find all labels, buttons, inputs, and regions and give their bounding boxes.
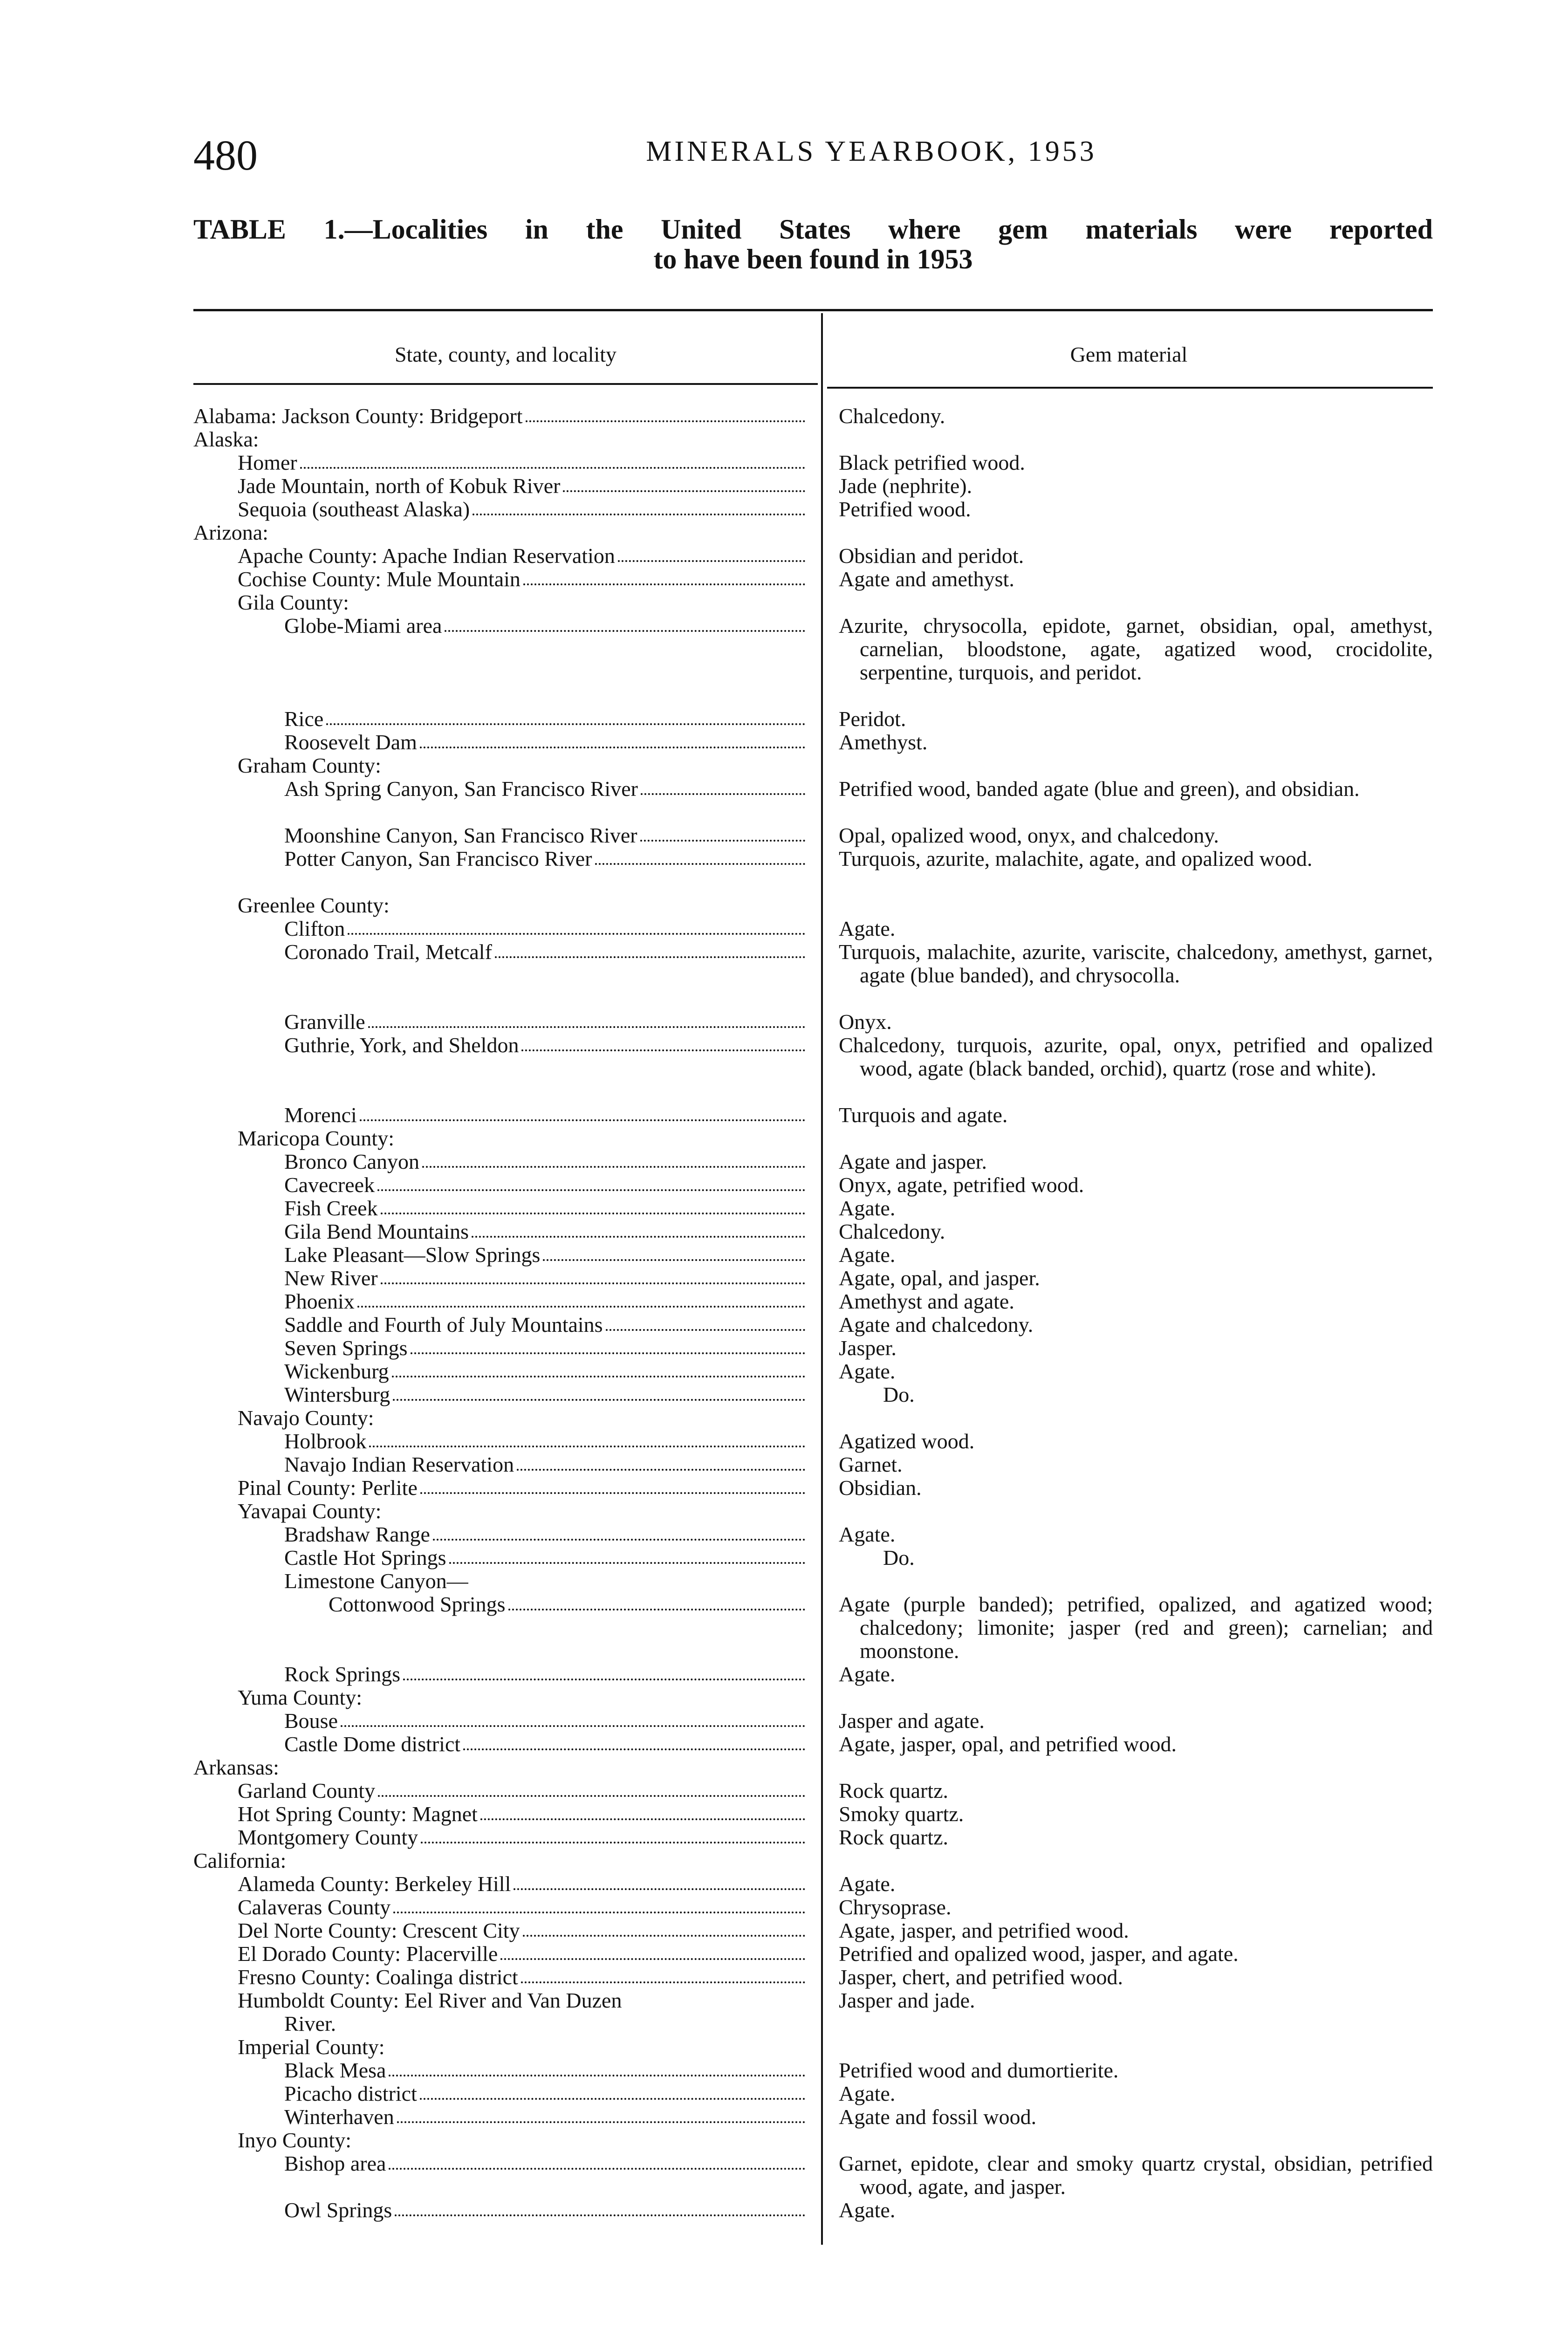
gem-material-cell: Do. (883, 1383, 915, 1406)
locality-text: Clifton (284, 917, 345, 940)
gem-material-cell: Agatized wood. (839, 1429, 975, 1453)
locality-cell (238, 2129, 351, 2152)
dot-leader (357, 1290, 805, 1308)
dot-leader (480, 1802, 805, 1820)
gem-material-cell: Agate, opal, and jasper. (839, 1266, 1040, 1290)
dot-leader (420, 2082, 805, 2100)
locality-cell (284, 1523, 805, 1546)
dot-leader (377, 1173, 805, 1191)
locality-text: Alameda County: Berkeley Hill (238, 1872, 511, 1896)
locality-text: Picacho district (284, 2082, 417, 2105)
dot-leader (420, 1476, 805, 1494)
locality-text: Navajo Indian Reservation (284, 1453, 514, 1476)
locality-text: Jade Mountain, north of Kobuk River (238, 474, 561, 498)
dot-leader (595, 847, 805, 865)
locality-cell (284, 1150, 805, 1173)
gem-material-cell: Turquois and agate. (839, 1103, 1008, 1127)
locality-text: Sequoia (southeast Alaska) (238, 497, 470, 521)
locality-cell (284, 1360, 805, 1383)
gem-material-cell: Agate. (839, 1243, 896, 1267)
locality-cell (284, 1220, 805, 1243)
locality-text: Calaveras County (238, 1895, 391, 1919)
gem-material-cell: Jasper and agate. (839, 1709, 985, 1733)
gem-material-cell: Jade (nephrite). (839, 474, 972, 498)
locality-text: Potter Canyon, San Francisco River (284, 847, 592, 870)
locality-text: Wintersburg (284, 1383, 390, 1406)
locality-text: Seven Springs (284, 1336, 408, 1360)
locality-cell (238, 1896, 805, 1919)
gem-material-cell: Agate. (839, 917, 896, 940)
dot-leader (449, 1546, 805, 1564)
locality-text: Morenci (284, 1103, 357, 1127)
table-title-line-1: TABLE 1.—Localities in the United States where gem materials were reported (193, 214, 1433, 245)
locality-cell (238, 1826, 805, 1849)
locality-cell (284, 2105, 805, 2129)
gem-material-cell: Agate. (839, 1522, 896, 1546)
locality-cell (238, 1476, 805, 1500)
locality-text: Wickenburg (284, 1359, 389, 1383)
locality-cell (238, 1686, 362, 1709)
locality-cell (284, 2012, 336, 2035)
locality-text: Saddle and Fourth of July Mountains (284, 1313, 603, 1336)
dot-leader (463, 1733, 805, 1750)
locality-text: Arkansas: (193, 1755, 279, 1779)
locality-text: Castle Dome district (284, 1732, 461, 1756)
gem-material-cell: Chalcedony. (839, 1220, 945, 1243)
gem-material-cell: Azurite, chrysocolla, epidote, garnet, obsidian, opal, amethyst, carnelian, bloodstone, agate, agatized wood, crocidolite, serpentine, turquois, and peridot. (839, 614, 1433, 684)
locality-cell (238, 1872, 805, 1896)
dot-leader (472, 1220, 805, 1238)
dot-leader (393, 1383, 805, 1401)
gem-material-cell: Amethyst and agate. (839, 1289, 1014, 1313)
locality-text: Phoenix (284, 1289, 355, 1313)
locality-cell (284, 1336, 805, 1360)
gem-material-cell: Amethyst. (839, 730, 928, 754)
dot-leader (517, 1453, 805, 1471)
locality-text: Greenlee County: (238, 893, 390, 917)
dot-leader (514, 1872, 805, 1890)
locality-text: Rice (284, 707, 324, 731)
locality-cell (238, 544, 805, 568)
dot-leader (526, 404, 806, 422)
dot-leader (420, 731, 805, 748)
locality-cell (284, 847, 805, 870)
dot-leader (606, 1313, 805, 1331)
locality-cell (284, 2199, 805, 2222)
locality-cell (284, 1267, 805, 1290)
dot-leader (521, 1966, 805, 1983)
locality-cell (284, 1733, 805, 1756)
locality-text: Owl Springs (284, 2198, 392, 2222)
gem-material-cell: Agate and amethyst. (839, 567, 1014, 591)
locality-text: Bouse (284, 1709, 338, 1733)
locality-cell (238, 1779, 805, 1802)
locality-cell (238, 1919, 805, 1942)
gem-material-cell: Agate. (839, 1662, 896, 1686)
locality-text: Yavapai County: (238, 1499, 382, 1523)
gem-material-cell: Jasper, chert, and petrified wood. (839, 1965, 1123, 1989)
locality-cell (238, 1127, 394, 1150)
locality-text: Moonshine Canyon, San Francisco River (284, 823, 637, 847)
locality-text: New River (284, 1266, 378, 1290)
gem-material-cell: Turquois, azurite, malachite, agate, and opalized wood. (839, 847, 1313, 870)
dot-leader (381, 1267, 805, 1284)
gem-material-cell: Agate, jasper, opal, and petrified wood. (839, 1732, 1177, 1756)
gem-material-cell: Do. (883, 1546, 915, 1569)
locality-cell (284, 1173, 805, 1197)
gem-material-cell: Petrified wood and dumortierite. (839, 2058, 1119, 2082)
locality-text: Imperial County: (238, 2035, 385, 2059)
locality-cell (238, 1406, 374, 1430)
locality-cell (284, 917, 805, 940)
locality-text: Bronco Canyon (284, 1150, 420, 1173)
locality-cell (284, 777, 805, 801)
gem-material-cell: Chalcedony, turquois, azurite, opal, onyx, petrified and opalized wood, agate (black banded, orchid), quartz (rose and white). (839, 1033, 1433, 1080)
gem-material-cell: Turquois, malachite, azurite, variscite, chalcedony, amethyst, garnet, agate (blue banded), and chrysocolla. (839, 940, 1433, 987)
locality-text: Apache County: Apache Indian Reservation (238, 544, 615, 568)
table-title-line-2: to have been found in 1953 (653, 244, 973, 274)
locality-cell (284, 1569, 468, 1593)
gem-material-cell: Chalcedony. (839, 404, 945, 428)
locality-text: Arizona: (193, 521, 268, 544)
gem-material-cell: Jasper and jade. (839, 1988, 975, 2012)
gem-material-cell: Rock quartz. (839, 1825, 949, 1849)
gem-material-cell: Agate. (839, 2198, 896, 2222)
locality-cell (238, 1942, 805, 1966)
locality-text: Roosevelt Dam (284, 730, 417, 754)
locality-text: River. (284, 2012, 336, 2035)
dot-leader (395, 2199, 805, 2216)
locality-text: Bradshaw Range (284, 1522, 430, 1546)
locality-text: Ash Spring Canyon, San Francisco River (284, 777, 638, 801)
locality-text: Lake Pleasant—Slow Springs (284, 1243, 541, 1267)
gem-material-cell: Agate and chalcedony. (839, 1313, 1034, 1336)
locality-cell (284, 2082, 805, 2105)
gem-material-cell: Jasper. (839, 1336, 897, 1360)
locality-cell (238, 1802, 805, 1826)
gem-material-cell: Peridot. (839, 707, 906, 731)
dot-leader (500, 1942, 805, 1960)
locality-text: Del Norte County: Crescent City (238, 1919, 520, 1942)
locality-text: Cochise County: Mule Mountain (238, 567, 520, 591)
dot-leader (433, 1523, 805, 1541)
gem-material-cell: Onyx. (839, 1010, 892, 1034)
locality-text: Gila Bend Mountains (284, 1220, 469, 1243)
locality-cell (284, 2059, 805, 2082)
dot-leader (326, 707, 805, 725)
dot-leader (369, 1430, 805, 1447)
locality-text: Alabama: Jackson County: Bridgeport (193, 404, 523, 428)
locality-text: Holbrook (284, 1429, 367, 1453)
locality-cell (284, 614, 805, 637)
dot-leader (523, 1919, 805, 1937)
dot-leader (381, 1197, 805, 1214)
locality-cell (284, 1290, 805, 1313)
dot-leader (392, 1360, 805, 1377)
locality-text: Humboldt County: Eel River and Van Duzen (238, 1988, 622, 2012)
dot-leader (508, 1593, 805, 1610)
locality-cell (193, 1849, 286, 1872)
locality-text: Navajo County: (238, 1406, 374, 1430)
dot-leader (641, 777, 805, 795)
locality-cell (284, 1453, 805, 1476)
locality-cell (284, 824, 805, 847)
locality-cell (284, 1103, 805, 1127)
locality-text: Guthrie, York, and Sheldon (284, 1033, 519, 1057)
gem-material-cell: Onyx, agate, petrified wood. (839, 1173, 1084, 1197)
dot-leader (543, 1243, 805, 1261)
locality-text: Cottonwood Springs (329, 1592, 506, 1616)
locality-text: Pinal County: Perlite (238, 1476, 418, 1500)
dot-leader (397, 2105, 805, 2123)
locality-cell (238, 474, 805, 498)
locality-text: Limestone Canyon— (284, 1569, 468, 1593)
locality-cell (284, 707, 805, 731)
locality-text: Gila County: (238, 590, 349, 614)
locality-cell (284, 1010, 805, 1034)
locality-cell (238, 568, 805, 591)
gem-material-cell: Obsidian. (839, 1476, 922, 1500)
locality-text: Garland County (238, 1779, 376, 1802)
locality-text: Granville (284, 1010, 365, 1034)
locality-cell (284, 1197, 805, 1220)
locality-text: Bishop area (284, 2152, 386, 2175)
locality-cell (193, 521, 268, 544)
gem-material-cell: Black petrified wood. (839, 451, 1025, 474)
dot-leader (403, 1663, 805, 1680)
locality-text: Yuma County: (238, 1686, 363, 1709)
locality-text: Alaska: (193, 427, 259, 451)
locality-cell (238, 1966, 805, 1989)
dot-leader (360, 1103, 805, 1121)
locality-cell (284, 2152, 805, 2175)
locality-text: Fresno County: Coalinga district (238, 1965, 518, 1989)
gem-material-cell: Chrysoprase. (839, 1895, 952, 1919)
locality-text: El Dorado County: Placerville (238, 1942, 498, 1966)
locality-text: Coronado Trail, Metcalf (284, 940, 492, 964)
locality-text: Cavecreek (284, 1173, 375, 1197)
gem-material-cell: Agate, jasper, and petrified wood. (839, 1919, 1129, 1942)
gem-material-cell: Agate. (839, 1872, 896, 1896)
dot-leader (389, 2152, 805, 2170)
dot-leader (523, 568, 805, 585)
dot-leader (348, 917, 805, 935)
gem-material-cell: Petrified wood. (839, 497, 971, 521)
locality-cell (238, 894, 390, 917)
running-head: MINERALS YEARBOOK, 1953 (646, 136, 1097, 167)
locality-cell (238, 1989, 622, 2012)
locality-cell (238, 1500, 381, 1523)
locality-cell (284, 1546, 805, 1569)
dot-leader (563, 474, 805, 492)
locality-cell (193, 404, 805, 428)
dot-leader (341, 1709, 805, 1727)
gem-material-cell: Agate. (839, 2082, 896, 2105)
dot-leader (300, 451, 805, 469)
locality-text: Graham County: (238, 754, 381, 777)
dot-leader (422, 1150, 805, 1168)
dot-leader (618, 544, 805, 562)
locality-cell (284, 1383, 805, 1406)
locality-cell (284, 731, 805, 754)
gem-material-cell: Garnet, epidote, clear and smoky quartz crystal, obsidian, petrified wood, agate, and jasper. (839, 2152, 1433, 2199)
page-number: 480 (193, 131, 258, 179)
dot-leader (445, 614, 805, 632)
locality-cell (238, 591, 349, 614)
gem-material-cell: Garnet. (839, 1453, 903, 1476)
dot-leader (378, 1779, 805, 1797)
locality-text: Winterhaven (284, 2105, 394, 2129)
dot-leader (393, 1896, 805, 1913)
dot-leader (389, 2059, 805, 2076)
locality-text: Black Mesa (284, 2058, 386, 2082)
locality-cell (284, 1313, 805, 1336)
locality-cell (284, 1663, 805, 1686)
locality-text: Castle Hot Springs (284, 1546, 446, 1569)
dot-leader (411, 1336, 806, 1354)
locality-cell (238, 451, 805, 474)
locality-text: Maricopa County: (238, 1126, 394, 1150)
locality-text: California: (193, 1849, 287, 1872)
locality-text: Inyo County: (238, 2128, 352, 2152)
locality-cell (284, 940, 805, 964)
dot-leader (368, 1010, 805, 1028)
gem-material-cell: Smoky quartz. (839, 1802, 964, 1826)
locality-cell (329, 1593, 805, 1616)
gem-material-cell: Rock quartz. (839, 1779, 949, 1802)
locality-cell (193, 1756, 279, 1779)
locality-text: Rock Springs (284, 1662, 401, 1686)
gem-material-cell: Opal, opalized wood, onyx, and chalcedony. (839, 823, 1219, 847)
gem-material-cell: Agate and jasper. (839, 1150, 987, 1173)
column-header-locality: State, county, and locality (394, 342, 617, 366)
gem-material-cell: Agate. (839, 1359, 896, 1383)
gem-material-cell: Agate. (839, 1196, 896, 1220)
locality-cell (238, 754, 381, 777)
locality-cell (284, 1709, 805, 1733)
locality-text: Hot Spring County: Magnet (238, 1802, 478, 1826)
locality-cell (284, 1243, 805, 1267)
locality-cell (193, 428, 259, 451)
gem-material-cell: Agate (purple banded); petrified, opalized, and agatized wood; chalcedony; limonite; jasper (red and green); carnelian; and moonstone. (839, 1592, 1433, 1663)
dot-leader (472, 498, 805, 515)
locality-cell (238, 498, 805, 521)
dot-leader (640, 824, 805, 842)
locality-text: Fish Creek (284, 1196, 378, 1220)
locality-cell (284, 1034, 805, 1057)
gem-material-cell: Petrified wood, banded agate (blue and green), and obsidian. (839, 777, 1360, 801)
locality-text: Montgomery County (238, 1825, 418, 1849)
locality-text: Homer (238, 451, 297, 474)
locality-cell (284, 1430, 805, 1453)
dot-leader (521, 1034, 805, 1051)
locality-text: Globe-Miami area (284, 614, 442, 637)
gem-material-cell: Obsidian and peridot. (839, 544, 1024, 568)
locality-cell (238, 2035, 385, 2059)
gem-material-cell: Petrified and opalized wood, jasper, and agate. (839, 1942, 1239, 1966)
column-header-gem-material: Gem material (1070, 342, 1188, 366)
dot-leader (421, 1826, 805, 1843)
gem-material-cell: Agate and fossil wood. (839, 2105, 1037, 2129)
dot-leader (495, 940, 805, 958)
